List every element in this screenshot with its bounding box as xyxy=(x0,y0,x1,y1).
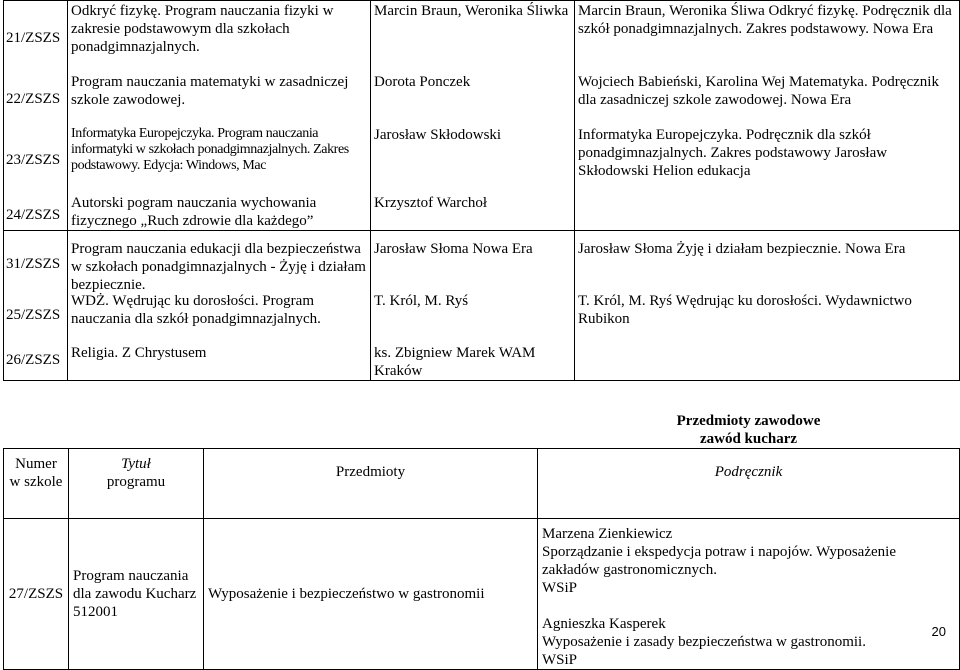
vocational-table xyxy=(3,410,960,670)
title-line: Przedmioty zawodowe xyxy=(676,413,821,429)
program-cell: Program nauczania dla zawodu Kucharz 512001 xyxy=(69,519,204,670)
textbook-column-cell xyxy=(575,231,960,381)
row-number: 26/ZSZS xyxy=(6,352,61,368)
author-text: Dorota Ponczek xyxy=(374,74,471,90)
row-number: 21/ZSZS xyxy=(6,30,61,46)
row-number: 27/ZSZS xyxy=(4,519,69,670)
program-column-cell xyxy=(68,1,371,231)
textbook-cell xyxy=(538,519,960,670)
authors-column-cell xyxy=(371,231,575,381)
author-text: Marcin Braun, Weronika Śliwka xyxy=(374,3,569,19)
program-text: Program nauczania edukacji dla bezpieczeństwa w szkołach ponadgimnazjalnych - Żyję i działam bezpiecznie. xyxy=(71,241,366,293)
page-number: 20 xyxy=(931,624,946,639)
author-text: Krzysztof Warchoł xyxy=(374,195,488,211)
textbook-publisher: WSiP xyxy=(542,580,578,596)
textbook-column-cell xyxy=(575,1,960,231)
number-column-cell xyxy=(4,1,68,231)
row-number: 31/ZSZS xyxy=(6,256,61,272)
programs-table xyxy=(3,0,960,381)
authors-column-cell xyxy=(371,1,575,231)
program-text: Odkryć fizykę. Program nauczania fizyki w zakresie podstawowym dla szkołach ponadgimnazjalnych. xyxy=(71,3,334,55)
row-number: 22/ZSZS xyxy=(6,91,61,107)
program-text: Autorski pogram nauczania wychowania fizycznego „Ruch zdrowie dla każdego” xyxy=(71,195,317,229)
subject-cell: Wyposażenie i bezpieczeństwo w gastronomii xyxy=(204,519,538,670)
textbook-text: Jarosław Słoma Żyję i działam bezpiecznie. Nowa Era xyxy=(578,241,906,257)
author-text: Jarosław Słoma Nowa Era xyxy=(374,241,533,257)
program-text: WDŻ. Wędrując ku dorosłości. Program nauczania dla szkół ponadgimnazjalnych. xyxy=(71,293,321,327)
program-text: Religia. Z Chrystusem xyxy=(71,345,207,361)
program-text: Program nauczania matematyki w zasadniczej szkole zawodowej. xyxy=(71,74,349,108)
textbook-title: Sporządzanie i ekspedycja potraw i napojów. Wyposażenie zakładów gastronomicznych. xyxy=(542,544,896,578)
author-text: T. Król, M. Ryś xyxy=(374,293,469,309)
row-number: 23/ZSZS xyxy=(6,152,61,168)
textbook-text: T. Król, M. Ryś Wędrując ku dorosłości. Wydawnictwo Rubikon xyxy=(578,293,912,327)
textbook-text: Marcin Braun, Weronika Śliwa Odkryć fizykę. Podręcznik dla szkół ponadgimnazjalnych. Zakres podstawowy. Nowa Era xyxy=(578,3,952,37)
textbook-author: Agnieszka Kasperek xyxy=(542,616,666,632)
row-number: 25/ZSZS xyxy=(6,307,61,323)
textbook-publisher: WSiP xyxy=(542,652,578,668)
author-text: ks. Zbigniew Marek WAM Kraków xyxy=(374,345,536,379)
program-column-cell xyxy=(68,231,371,381)
table-title xyxy=(538,410,960,449)
textbook-author: Marzena Zienkiewicz xyxy=(542,526,673,542)
header-number: Numer w szkole xyxy=(4,449,69,519)
textbook-title: Wyposażenie i zasady bezpieczeństwa w gastronomii. xyxy=(542,634,866,650)
title-line: zawód kucharz xyxy=(699,431,798,447)
program-text: Informatyka Europejczyka. Program nauczania informatyki w szkołach ponadgimnazjalnych. Zakres podstawowy. Edycja: Windows, Mac xyxy=(71,126,349,173)
textbook-text: Wojciech Babieński, Karolina Wej Matematyka. Podręcznik dla zasadniczej szkole zawodowej. Nowa Era xyxy=(578,74,939,108)
number-column-cell xyxy=(4,231,68,381)
textbook-text: Informatyka Europejczyka. Podręcznik dla szkół ponadgimnazjalnych. Zakres podstawowy Jarosław Skłodowski Helion edukacja xyxy=(578,127,888,179)
author-text: Jarosław Skłodowski xyxy=(374,127,502,143)
header-textbook: Podręcznik xyxy=(538,449,960,519)
row-number: 24/ZSZS xyxy=(6,207,61,223)
header-subject: Przedmioty xyxy=(204,449,538,519)
header-title: Tytuł programu xyxy=(69,449,204,519)
